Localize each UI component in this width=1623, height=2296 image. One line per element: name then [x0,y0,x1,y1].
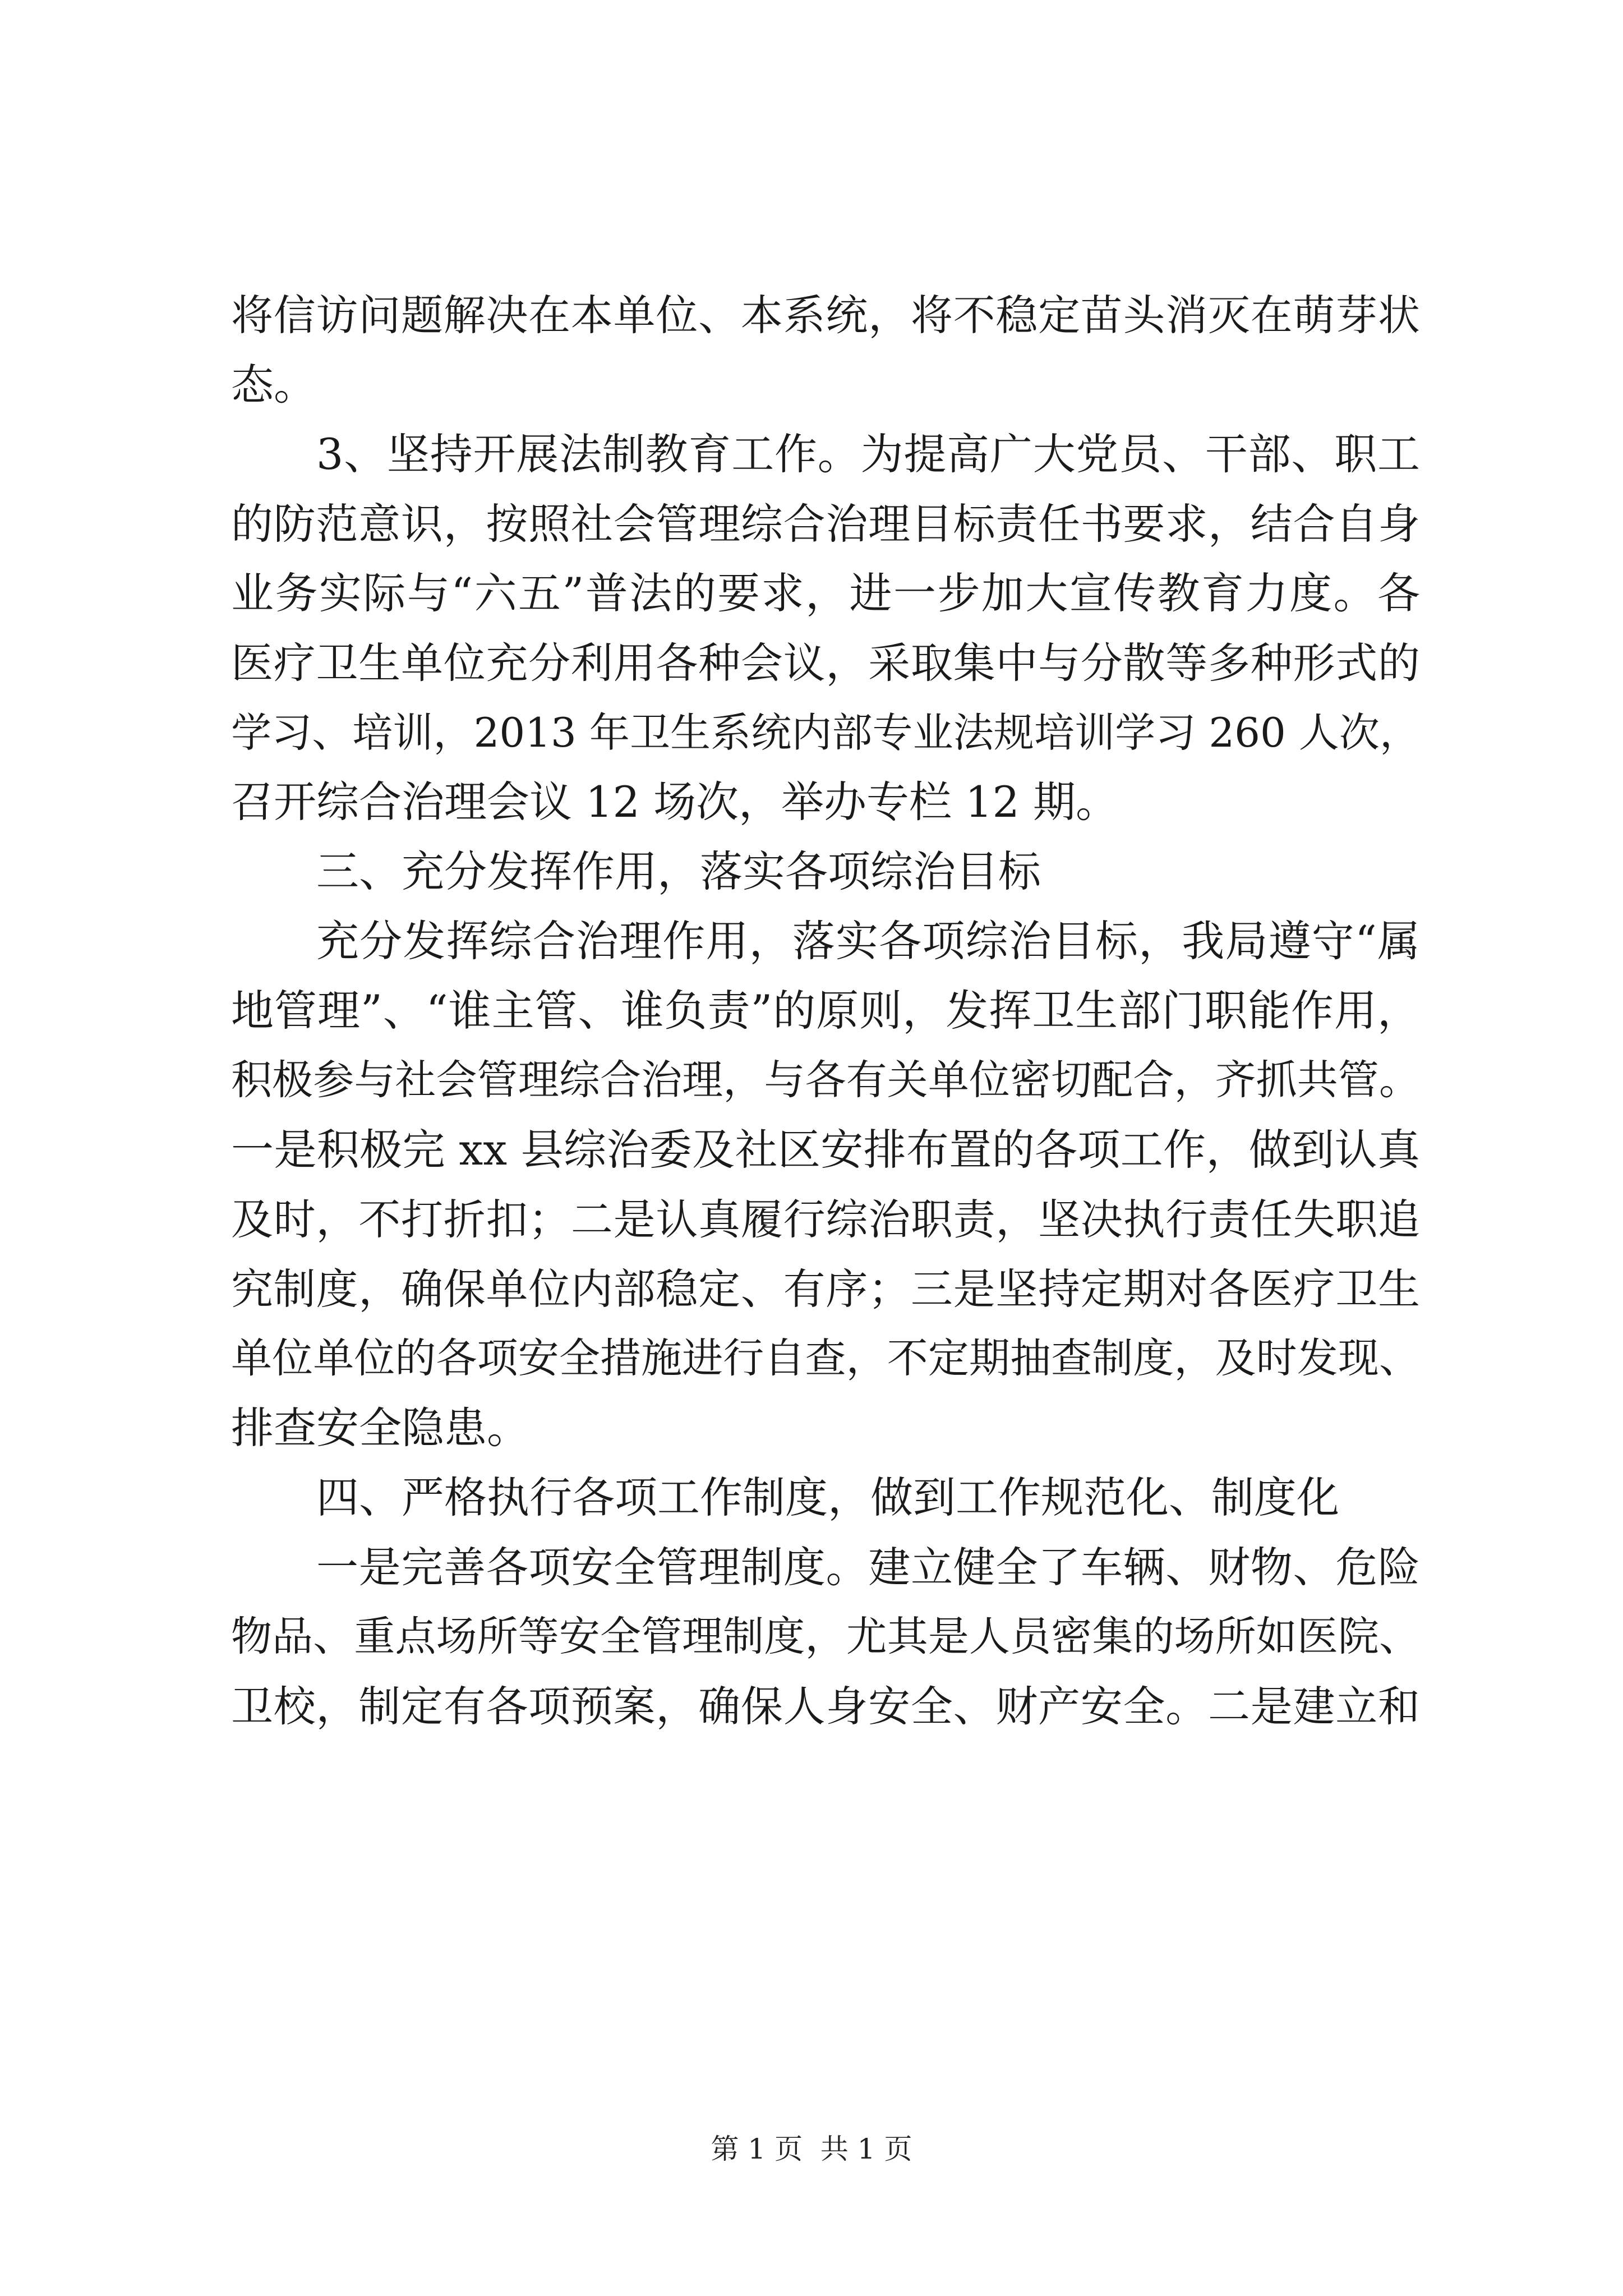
text-line: 四、严格执行各项工作制度，做到工作规范化、制度化 [316,1473,1339,1522]
text-line: 一是完善各项安全管理制度。建立健全了车辆、财物、危险 [316,1543,1420,1592]
page-number: 第 1 页 共 1 页 [711,2133,912,2165]
text-line: 地管理”、“谁主管、谁负责”的原则，发挥卫生部门职能作用， [231,986,1420,1036]
text-line: 3、坚持开展法制教育工作。为提高广大党员、干部、职工 [316,429,1420,479]
text-line: 物品、重点场所等安全管理制度，尤其是人员密集的场所如医院、 [231,1613,1420,1660]
text-line: 学习、培训，2013 年卫生系统内部专业法规培训学习 260 人次， [231,709,1420,756]
text-line: 业务实际与“六五”普法的要求，进一步加大宣传教育力度。各 [231,568,1420,618]
text-line: 卫校，制定有各项预案，确保人身安全、财产安全。二是建立和 [231,1682,1420,1731]
document-body [231,280,1420,1741]
text-line: 的防范意识，按照社会管理综合治理目标责任书要求，结合自身 [231,499,1420,549]
text-line: 积极参与社会管理综合治理，与各有关单位密切配合，齐抓共管。 [231,1056,1420,1104]
text-line: 单位单位的各项安全措施进行自查，不定期抽查制度，及时发现、 [231,1335,1420,1382]
text-line: 及时，不打折扣；二是认真履行综治职责，坚决执行责任失职追 [231,1195,1420,1244]
text-line: 充分发挥综合治理作用，落实各项综治目标，我局遵守“属 [316,916,1420,966]
text-line: 一是积极完 xx 县综治委及社区安排布置的各项工作，做到认真 [231,1125,1420,1175]
text-line: 召开综合治理会议 12 场次，举办专栏 12 期。 [231,777,1119,827]
text-line: 医疗卫生单位充分利用各种会议，采取集中与分散等多种形式的 [231,638,1420,688]
text-line: 究制度，确保单位内部稳定、有序；三是坚持定期对各医疗卫生 [231,1264,1420,1314]
text-line: 三、充分发挥作用，落实各项综治目标 [316,846,1041,896]
page-footer [0,2129,1623,2169]
text-line: 态。 [231,360,316,409]
text-line: 将信访问题解决在本单位、本系统，将不稳定苗头消灭在萌芽状 [231,291,1420,340]
text-line: 排查安全隐患。 [231,1403,529,1453]
